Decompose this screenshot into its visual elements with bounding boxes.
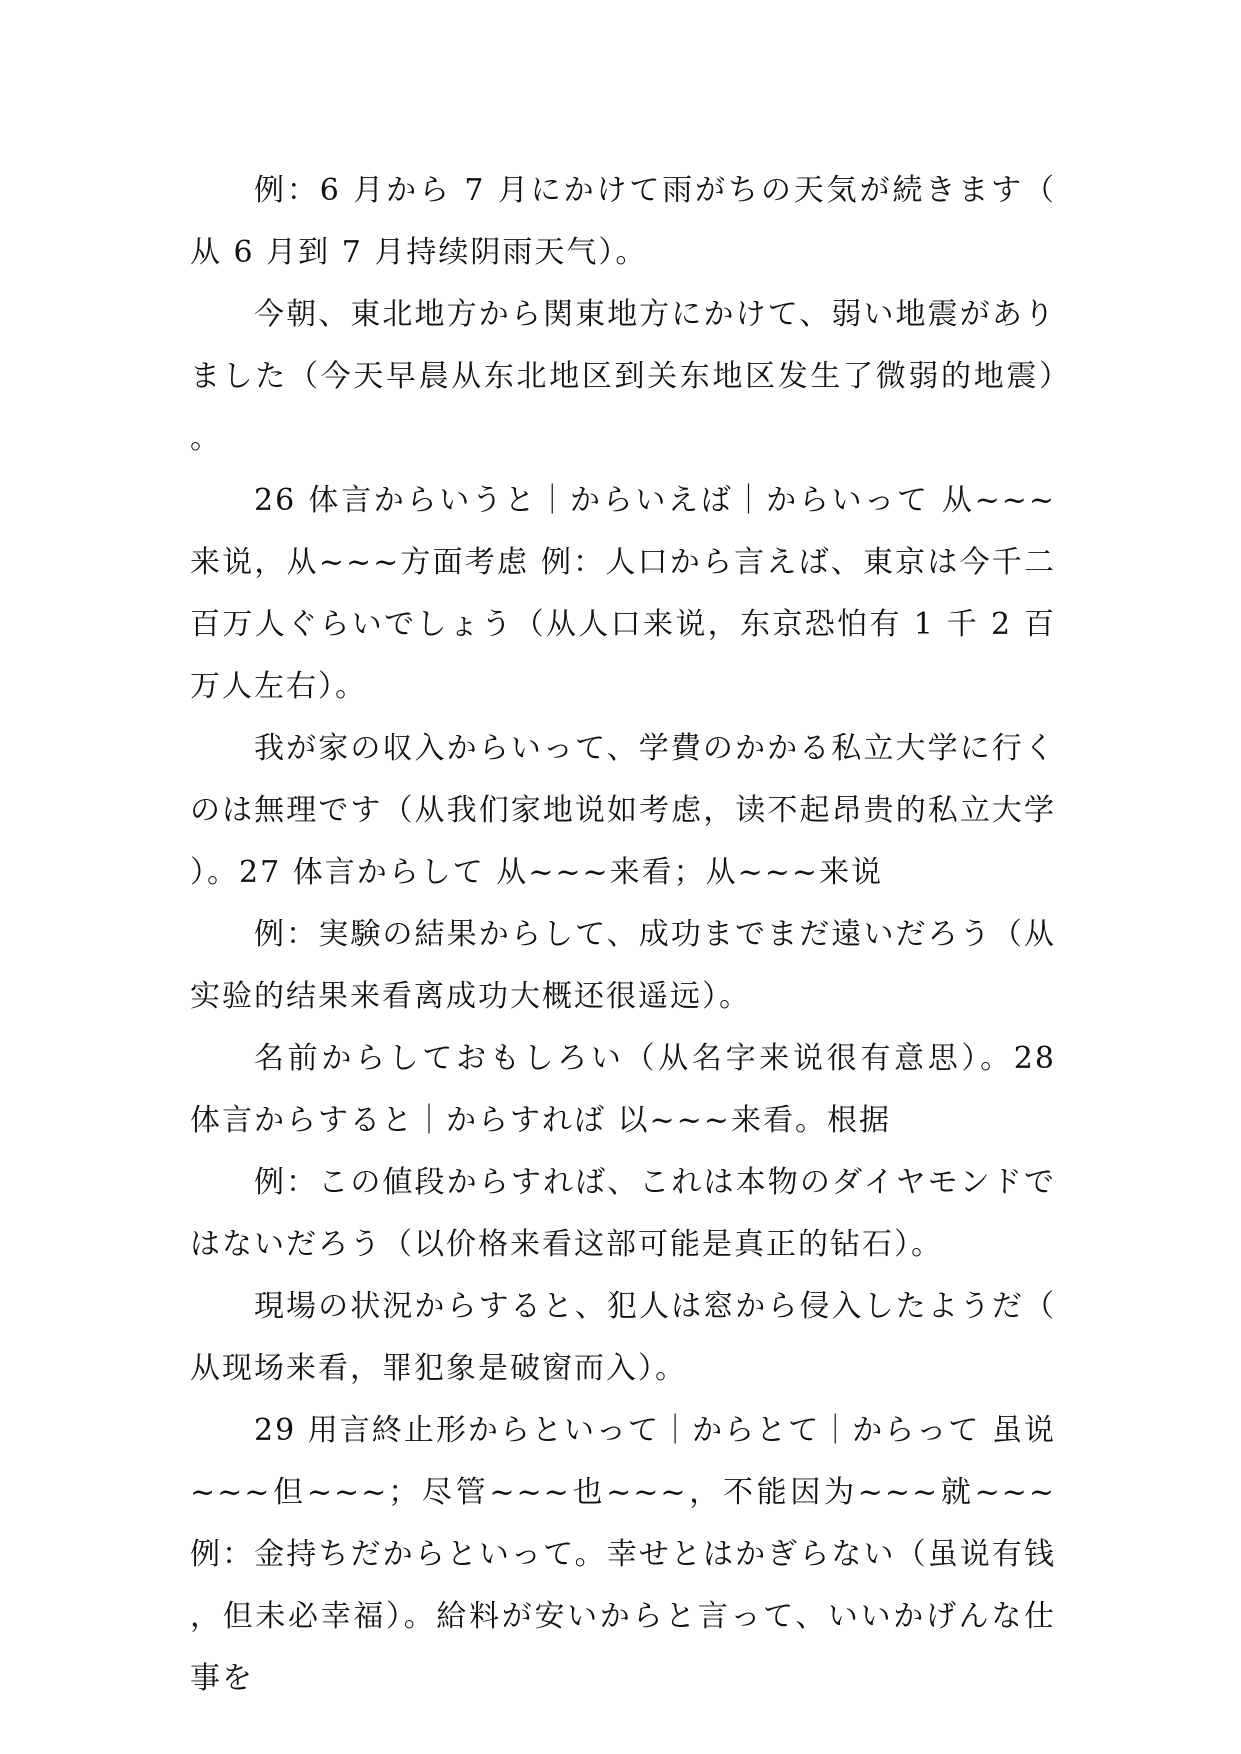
paragraph-7: 例：この値段からすれば、これは本物のダイヤモンドではないだろう（以价格来看这部可能是真正的钻石）。: [190, 1165, 1056, 1262]
paragraph-6: 名前からしておもしろい（从名字来说很有意思）。28 体言からすると｜からすれば 以~~~来看。根据: [190, 1041, 1056, 1138]
paragraph-3: 26 体言からいうと｜からいえば｜からいって 从~~~来说，从~~~方面考虑 例：人口から言えば、東京は今千二百万人ぐらいでしょう（从人口来说，东京恐怕有 1 千 2 百万人左右）。: [190, 483, 1056, 704]
paragraph-8: 現場の状況からすると、犯人は窓から侵入したようだ（从现场来看，罪犯象是破窗而入）。: [190, 1289, 1056, 1386]
paragraph-9: 29 用言終止形からといって｜からとて｜からって 虽说~~~但~~~；尽管~~~也~~~，不能因为~~~就~~~ 例：金持ちだからといって。幸せとはかぎらない（虽说有钱，但未必幸福）。給料が安いからと言って、いいかげんな仕事を: [190, 1413, 1056, 1696]
document-body: [190, 160, 1056, 1710]
paragraph-2: 今朝、東北地方から関東地方にかけて、弱い地震がありました（今天早晨从东北地区到关东地区发生了微弱的地震）。: [190, 297, 1056, 456]
paragraph-5: 例：実験の結果からして、成功までまだ遠いだろう（从实验的结果来看离成功大概还很遥远）。: [190, 917, 1056, 1014]
paragraph-1: 例：6 月から 7 月にかけて雨がちの天気が続きます（从 6 月到 7 月持续阴雨天气）。: [190, 173, 1056, 270]
paragraph-4: 我が家の収入からいって、学費のかかる私立大学に行くのは無理です（从我们家地说如考虑，读不起昂贵的私立大学）。27 体言からして 从~~~来看；从~~~来说: [190, 731, 1056, 890]
